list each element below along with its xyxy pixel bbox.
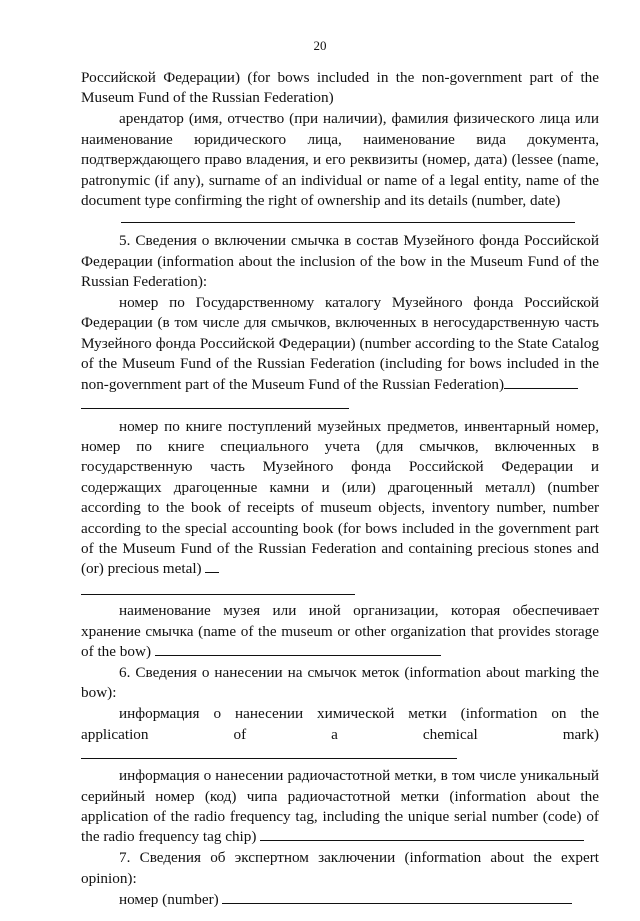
paragraph-inventory-number: номер по книге поступлений музейных предметов, инвентарный номер, номер по книге специального учета (для смычков, включенных в государственную часть Музейного фонда Российской Федерации и содержащих драгоценные камни и (или) драгоценный металл) (number according to the book of receipts of museum objects, inventory number, number according to the special accounting book (for bows included in the government part of the Museum Fund of the Russian Federation and containing precious stones and (or) precious metal) — [81, 417, 599, 578]
paragraph-storage-museum: наименование музея или иной организации, которая обеспечивает хранение смычка (name of the museum or other organization that provides storage of the bow) — [81, 602, 599, 661]
chemical-mark-fill-line — [81, 745, 457, 759]
expert-number-fill-line — [222, 890, 572, 904]
lessee-fill-line — [121, 222, 575, 223]
section-5-heading: 5. Сведения о включении смычка в состав Музейного фонда Российской Федерации (information about the inclusion of the bow in the Museum Fund of the Russian Federation): — [81, 232, 599, 291]
section-7-heading: 7. Сведения об экспертном заключении (information about the expert opinion): — [81, 849, 599, 887]
catalog-number-fill-line-2 — [81, 408, 349, 409]
paragraph-expert-number: номер (number) — [81, 890, 599, 910]
rfid-tag-fill-line — [260, 827, 584, 841]
page-number: 20 — [313, 38, 327, 53]
paragraph-rfid-tag: информация о нанесении радиочастотной метки, в том числе уникальный серийный номер (код) чипа радиочастотной метки (information about the application of the radio frequency tag, including the unique serial number (code) of the radio frequency tag chip) — [81, 767, 599, 846]
document-body — [81, 68, 599, 910]
paragraph-chemical-mark: информация о нанесении химической метки (information on the application of a chemical mark) — [81, 704, 599, 765]
paragraph-state-catalog-number: номер по Государственному каталогу Музейного фонда Российской Федерации (в том числе для смычков, включенных в негосударственную часть Музейного фонда Российской Федерации) (number according to the State Catalog of the Museum Fund of the Russian Federation (including for bows included in the non-government part of the Museum Fund of the Russian Federation) — [81, 294, 599, 393]
storage-museum-fill-line — [155, 642, 441, 656]
paragraph-lessee: арендатор (имя, отчество (при наличии), фамилия физического лица или наименование юридического лица, наименование вида документа, подтверждающего право владения, и его реквизиты (номер, дата) (lessee (name, patronymic (if any), surname of an individual or name of a legal entity, name of the document type confirming the right of ownership and its details (number, date) — [81, 110, 599, 209]
inventory-number-fill-line-2 — [81, 594, 355, 595]
paragraph-museum-fund-continuation: Российской Федерации) (for bows included in the non-government part of the Museum Fund of the Russian Federation) — [81, 69, 599, 107]
catalog-number-fill-line — [504, 375, 578, 389]
section-6-heading: 6. Сведения о нанесении на смычок меток (information about marking the bow): — [81, 664, 599, 702]
inventory-number-fill-line — [205, 559, 219, 573]
